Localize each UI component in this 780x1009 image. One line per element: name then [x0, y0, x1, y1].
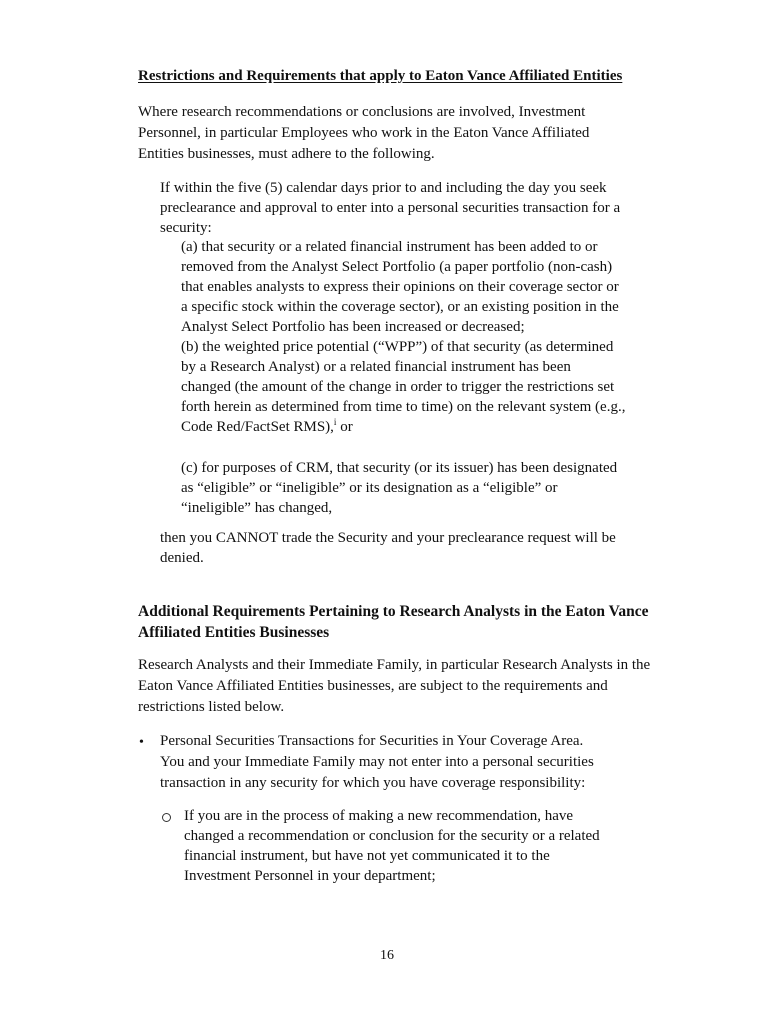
item-b: (b) the weighted price potential (“WPP”) of that security (as determined by a Research Analyst) or a related financial instrument has been changed (the amount of the change in order to trigger the restrictions set forth herein as determined from time to time) on the relevant system (e.g., Code Red/FactSet RMS),$^i$ or	[181, 339, 626, 435]
research-analysts-paragraph: Research Analysts and their Immediate Family, in particular Research Analysts in the Eaton Vance Affiliated Entities businesses, are subject to the requirements and restrictions listed below.	[138, 657, 651, 715]
conclusion-paragraph: then you CANNOT trade the Security and your preclearance request will be denied.	[160, 530, 616, 566]
intro-paragraph: Where research recommendations or conclusions are involved, Investment Personnel, in particular Employees who work in the Eaton Vance Affiliated Entities businesses, must adhere to the following.	[138, 104, 590, 162]
section-heading-research-analysts: Additional Requirements Pertaining to Research Analysts in the Eaton Vance Affiliated Entities Businesses	[138, 603, 649, 641]
bullet-icon: •	[139, 735, 144, 750]
section-heading-restrictions: Restrictions and Requirements that apply to Eaton Vance Affiliated Entities	[138, 68, 623, 84]
item-a: (a) that security or a related financial instrument has been added to or removed from the Analyst Select Portfolio (a paper portfolio (non-cash) that enables analysts to express their opinions on their coverage sector or a specific stock within the coverage sector), or an existing position in the Analyst Select Portfolio has been increased or decreased;	[181, 239, 619, 335]
bullet-coverage-transactions: Personal Securities Transactions for Securities in Your Coverage Area. You and your Immediate Family may not enter into a personal securities transaction in any security for which you have coverage responsibility:	[160, 733, 594, 791]
condition-intro: If within the five (5) calendar days prior to and including the day you seek preclearance and approval to enter into a personal securities transaction for a security:	[160, 180, 621, 236]
subbullet-new-recommendation: If you are in the process of making a new recommendation, have changed a recommendation or conclusion for the security or a related financial instrument, but have not yet communicated it to the Investment Personnel in your department;	[184, 808, 600, 884]
page-number: 16	[380, 948, 394, 963]
footnote-marker: i	[333, 417, 337, 427]
item-c: (c) for purposes of CRM, that security (or its issuer) has been designated as “eligible” or “ineligible” or its designation as a “eligible” or “ineligible” has changed,	[181, 460, 618, 516]
hollow-bullet-icon	[162, 813, 171, 822]
